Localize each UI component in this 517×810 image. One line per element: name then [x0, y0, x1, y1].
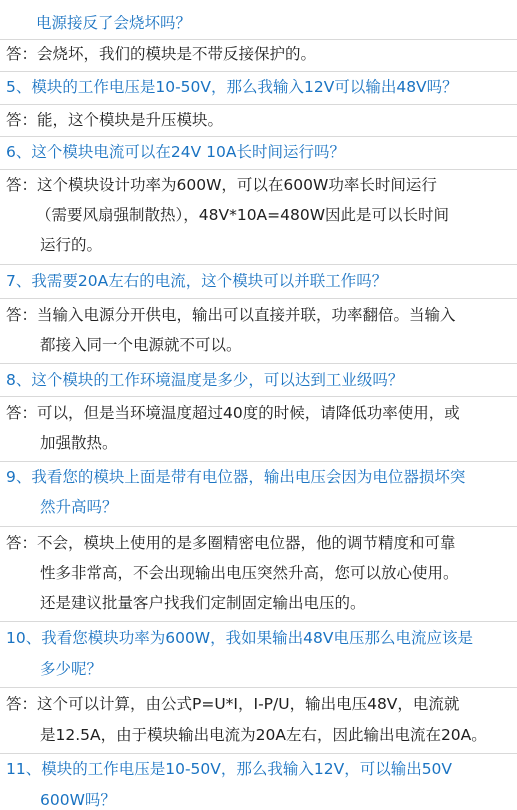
question-11-line-1: 11、模块的工作电压是10-50V，那么我输入12V，可以输出50V	[6, 760, 453, 778]
answer-10-line-1: 答：这个可以计算，由公式P=U*I，I-P/U，输出电压48V，电流就	[6, 695, 460, 713]
separator	[0, 136, 517, 137]
question-6-line-1: 6、这个模块电流可以在24V 10A长时间运行吗？	[6, 143, 345, 161]
answer-4-line-1: 答：会烧坏，我们的模块是不带反接保护的。	[6, 45, 317, 63]
answer-7-line-1: 答：当输入电源分开供电，输出可以直接并联，功率翻倍。当输入	[6, 306, 456, 324]
separator	[0, 363, 517, 364]
separator	[0, 169, 517, 170]
answer-8-line-2: 加强散热。	[40, 434, 118, 452]
separator	[0, 526, 517, 527]
separator	[0, 687, 517, 688]
question-9-line-2: 然升高吗？	[40, 498, 118, 516]
separator	[0, 104, 517, 105]
answer-6-line-1: 答：这个模块设计功率为600W，可以在600W功率长时间运行	[6, 176, 437, 194]
answer-10-line-2: 是12.5A，由于模块输出电流为20A左右，因此输出电流在20A。	[40, 726, 487, 744]
question-5-line-1: 5、模块的工作电压是10-50V，那么我输入12V可以输出48V吗？	[6, 78, 458, 96]
answer-6-line-3: 运行的。	[40, 236, 103, 254]
answer-8-line-1: 答：可以，但是当环境温度超过40度的时候，请降低功率使用，或	[6, 404, 460, 422]
answer-6-line-2: （需要风扇强制散热），48V*10A=480W因此是可以长时间	[36, 206, 450, 224]
question-9-line-1: 9、我看您的模块上面是带有电位器，输出电压会因为电位器损坏突	[6, 468, 466, 486]
separator	[0, 264, 517, 265]
question-7-line-1: 7、我需要20A左右的电流，这个模块可以并联工作吗？	[6, 272, 388, 290]
answer-7-line-2: 都接入同一个电源就不可以。	[40, 336, 242, 354]
answer-9-line-2: 性多非常高，不会出现输出电压突然升高，您可以放心使用。	[40, 564, 459, 582]
answer-5-line-1: 答：能，这个模块是升压模块。	[6, 111, 224, 129]
separator	[0, 461, 517, 462]
question-8-line-1: 8、这个模块的工作环境温度是多少，可以达到工业级吗？	[6, 371, 404, 389]
separator	[0, 753, 517, 754]
question-10-line-1: 10、我看您模块功率为600W，我如果输出48V电压那么电流应该是	[6, 629, 473, 647]
separator	[0, 39, 517, 40]
answer-9-line-3: 还是建议批量客户找我们定制固定输出电压的。	[40, 594, 366, 612]
question-10-line-2: 多少呢？	[40, 660, 103, 678]
separator	[0, 298, 517, 299]
answer-9-line-1: 答：不会，模块上使用的是多圈精密电位器，他的调节精度和可靠	[6, 534, 456, 552]
separator	[0, 396, 517, 397]
question-11-line-2: 600W吗？	[40, 791, 116, 809]
question-4-line-1: 电源接反了会烧坏吗？	[36, 14, 192, 32]
separator	[0, 71, 517, 72]
separator	[0, 621, 517, 622]
